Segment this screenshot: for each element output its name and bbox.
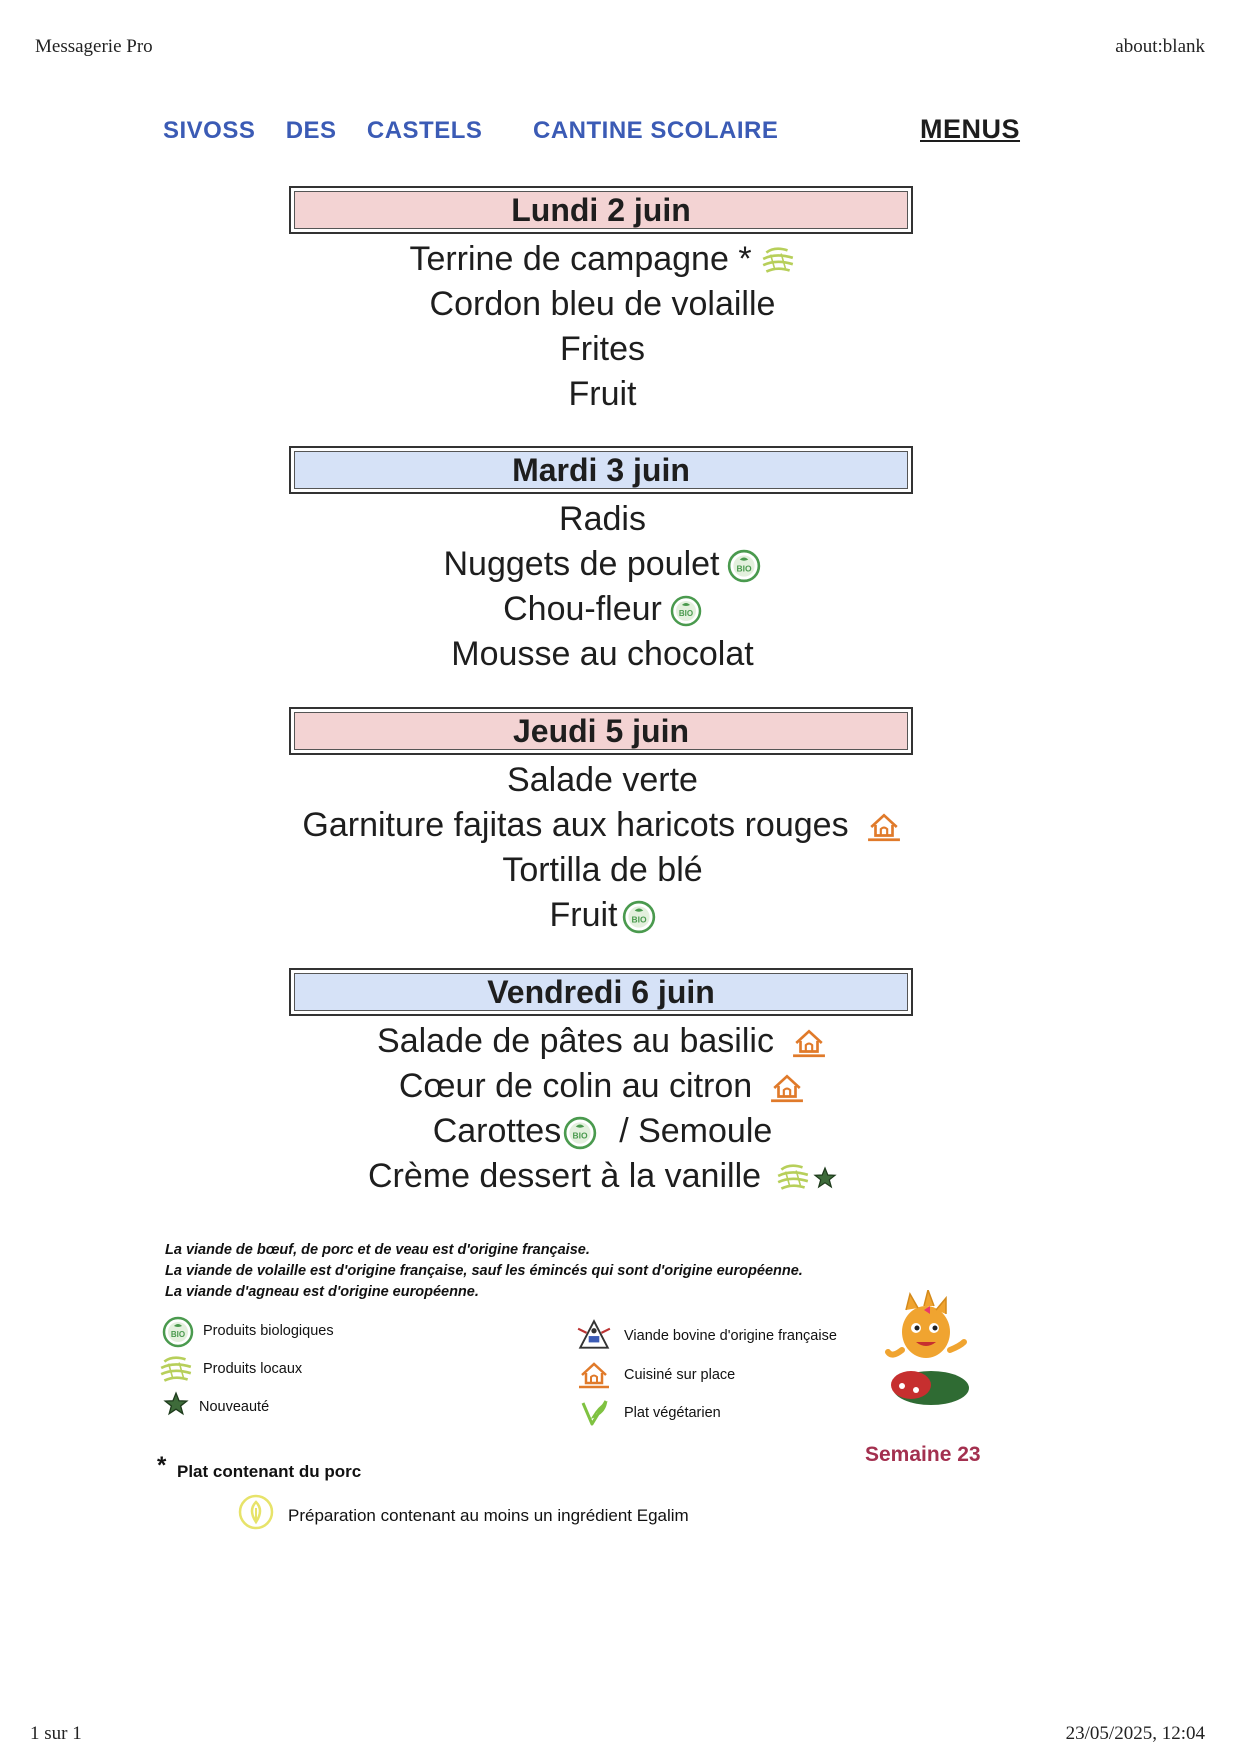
mascot-illustration <box>876 1290 976 1408</box>
new-star-icon <box>163 1391 189 1417</box>
legend-home: Cuisiné sur place <box>624 1367 736 1383</box>
menu-item: Fruit <box>568 375 637 413</box>
bio-icon <box>162 1316 194 1348</box>
local-product-icon <box>775 1161 811 1195</box>
menu-item: Cordon bleu de volaille <box>429 285 776 323</box>
note-poultry: La viande de volaille est d'origine française, sauf les émincés qui sont d'origine européenne. <box>165 1263 803 1279</box>
legend-local: Produits locaux <box>203 1361 303 1377</box>
menu-item: Radis <box>559 500 646 538</box>
bio-icon <box>622 900 656 934</box>
menu-item: Fruit <box>180 896 1025 935</box>
menu-item: Carottes / Semoule <box>432 1112 773 1150</box>
french-beef-icon <box>576 1318 612 1352</box>
menu-item: Mousse au chocolat <box>451 635 754 673</box>
note-beef: La viande de bœuf, de porc et de veau est d'origine française. <box>165 1242 590 1258</box>
menu-item: Frites <box>560 330 645 368</box>
local-product-icon <box>760 244 796 278</box>
print-header-right: about:blank <box>1115 36 1205 57</box>
day-header-jeudi: Jeudi 5 juin <box>289 707 913 755</box>
legend-veg: Plat végétarien <box>624 1405 721 1421</box>
footnote-pork: Plat contenant du porc <box>177 1462 362 1481</box>
title-menus: MENUS <box>920 114 1021 144</box>
title-school: SIVOSS DES CASTELS <box>163 117 483 144</box>
new-star-icon <box>813 1166 837 1190</box>
print-header-left: Messagerie Pro <box>35 36 153 57</box>
title-canteen: CANTINE SCOLAIRE <box>533 117 779 144</box>
menu-item: Salade verte <box>507 761 698 799</box>
menu-item: Chou-fleur <box>180 590 1025 629</box>
legend-new: Nouveauté <box>199 1399 270 1415</box>
note-lamb: La viande d'agneau est d'origine européenne. <box>165 1284 479 1300</box>
day-header-lundi: Lundi 2 juin <box>289 186 913 234</box>
bio-icon <box>727 549 761 583</box>
day-header-vendredi: Vendredi 6 juin <box>289 968 913 1016</box>
legend-bio: Produits biologiques <box>203 1323 334 1339</box>
print-footer-right: 23/05/2025, 12:04 <box>1065 1723 1205 1744</box>
menu-item: Nuggets de poulet <box>180 545 1025 584</box>
cooked-on-site-icon <box>790 1026 828 1060</box>
cooked-on-site-icon <box>768 1071 806 1105</box>
menu-item: Salade de pâtes au basilic <box>180 1022 1025 1061</box>
menu-item: Terrine de campagne * <box>180 240 1025 279</box>
bio-icon <box>670 595 702 627</box>
day-header-mardi: Mardi 3 juin <box>289 446 913 494</box>
local-product-icon <box>158 1353 194 1387</box>
menu-item: Crème dessert à la vanille <box>180 1157 1025 1196</box>
bio-icon <box>563 1116 597 1150</box>
cooked-on-site-icon <box>865 810 903 844</box>
footnote-egalim: Préparation contenant au moins un ingrédient Egalim <box>288 1506 689 1525</box>
print-footer-left: 1 sur 1 <box>30 1723 82 1744</box>
legend-beef: Viande bovine d'origine française <box>624 1328 837 1344</box>
week-label: Semaine 23 <box>865 1443 981 1466</box>
pork-asterisk: * <box>157 1452 167 1479</box>
cooked-on-site-icon <box>576 1359 612 1391</box>
menu-item: Garniture fajitas aux haricots rouges <box>180 806 1025 845</box>
menu-item: Cœur de colin au citron <box>180 1067 1025 1106</box>
menu-item: Tortilla de blé <box>502 851 703 889</box>
vegetarian-icon <box>579 1397 611 1429</box>
egalim-icon <box>238 1494 274 1530</box>
